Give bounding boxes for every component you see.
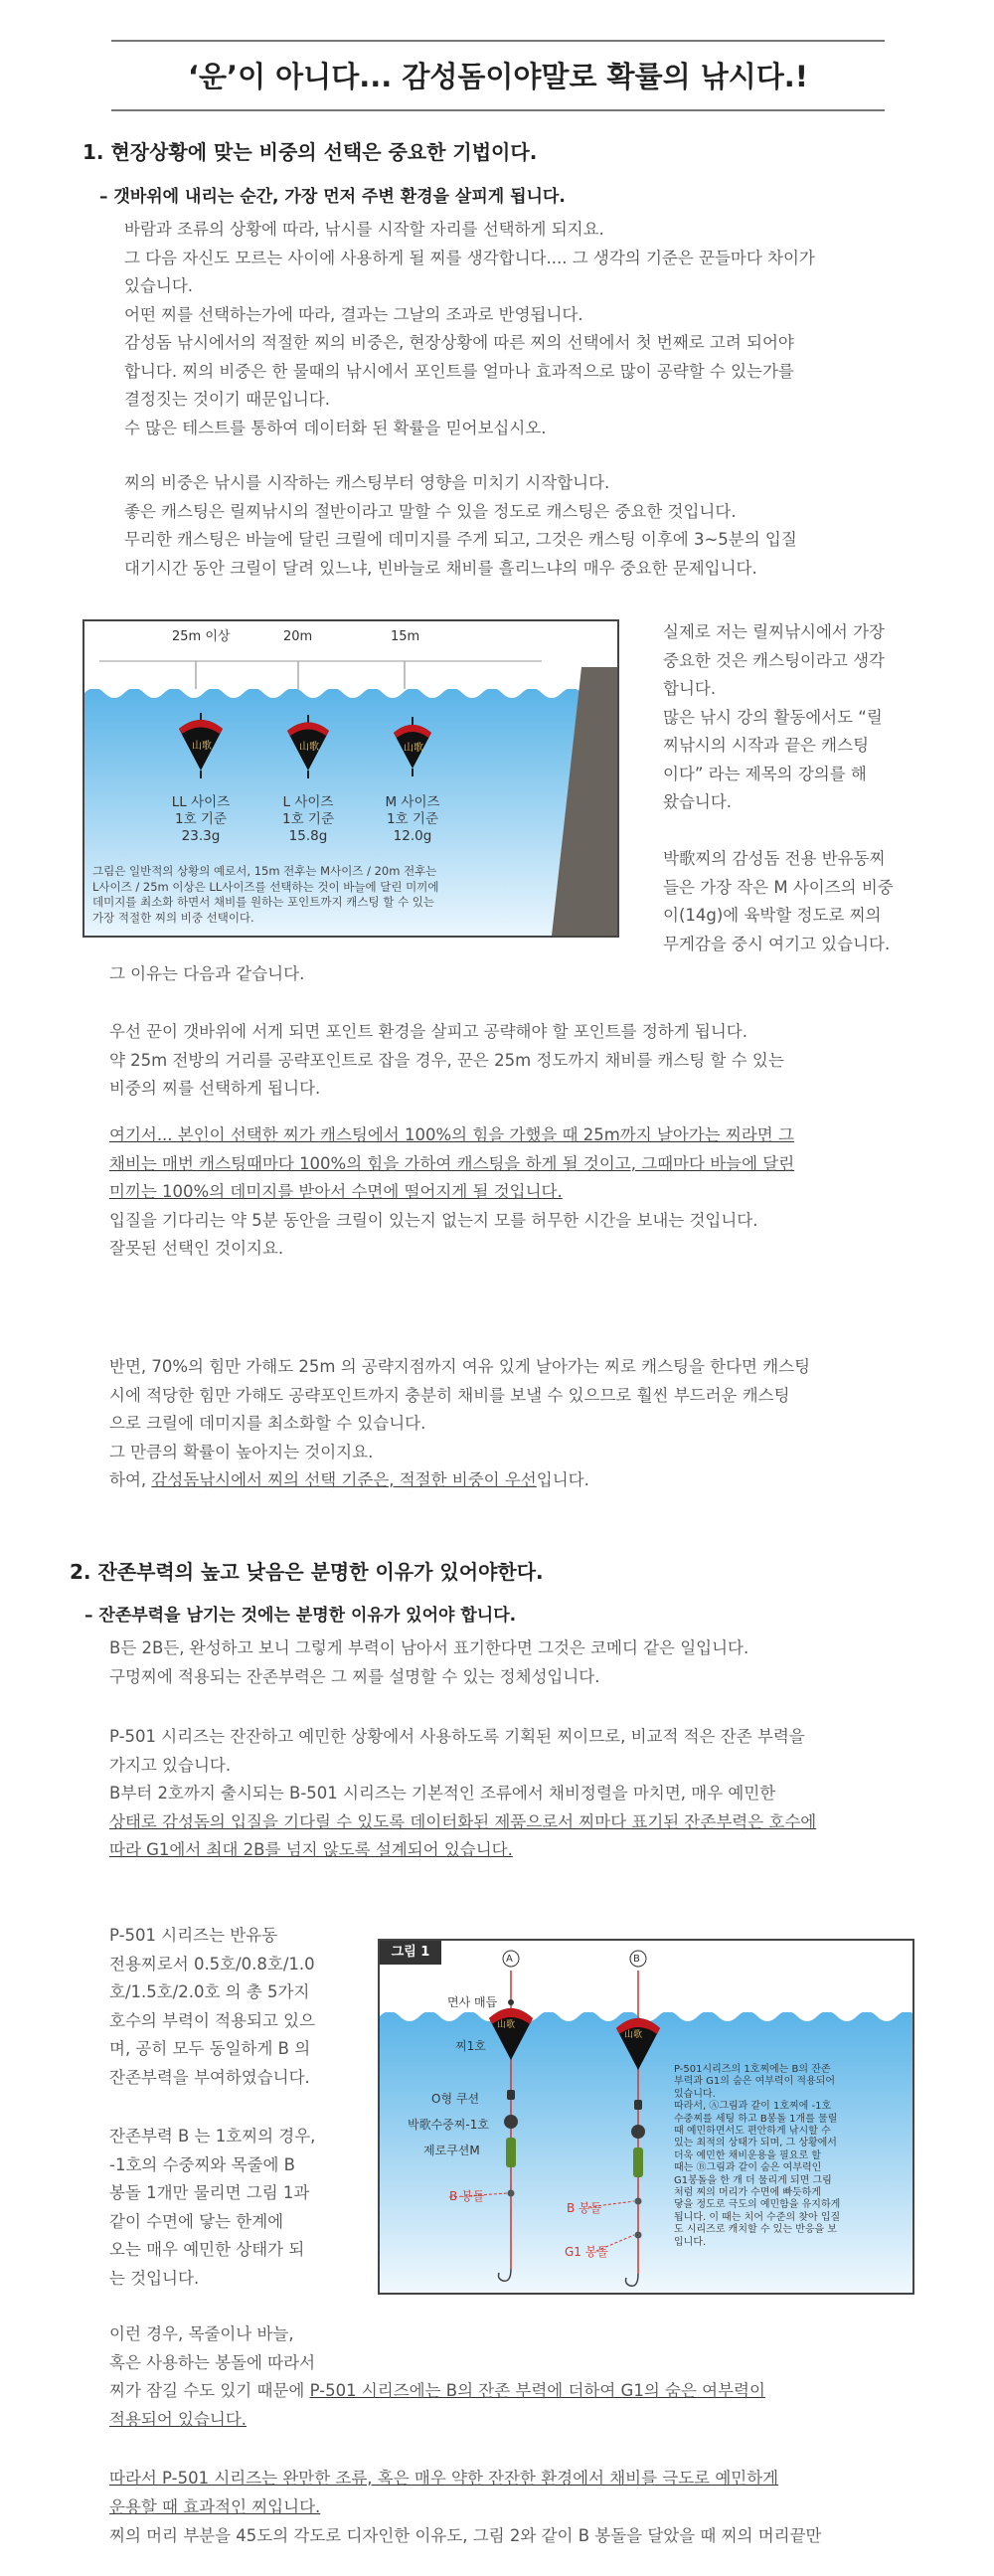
section2-heading: 2. 잔존부력의 높고 낮음은 분명한 이유가 있어야한다.: [70, 1560, 544, 1584]
figure2-title: 그림 1: [380, 1941, 441, 1965]
float-l-label: L 사이즈 1호 기준 15.8g: [281, 794, 334, 844]
section2-side-text2: 잔존부력 B 는 1호찌의 경우, -1호의 수중찌와 목줄에 B 봉돌 1개만 물리면 그림 1과 같이 수면에 닿는 한계에 오는 매우 예민한 상태가 되 는 것입니다.: [109, 2127, 316, 2288]
label-o-cushion: O형 쿠션: [431, 2092, 480, 2106]
label-b-sinker-a: B 봉돌: [449, 2189, 485, 2203]
section2-para5: 찌의 머리 부분을 45도의 각도로 디자인한 이유도, 그림 2와 같이 B 봉돌을 달았을 때 찌의 머리끝만: [109, 2526, 822, 2545]
float-m-label: M 사이즈 1호 기준 12.0g: [385, 794, 440, 844]
section2-side-text1: P-501 시리즈는 반유동 전용찌로서 0.5호/0.8호/1.0 호/1.5호/2.0호 의 총 5가지 호수의 부력이 적용되고 있으 며, 공히 모두 동일하게 B 의 잔존부력을 부여하였습니다.: [109, 1926, 316, 2087]
distance-25m: 25m 이상: [172, 629, 231, 644]
section1-side-text: 실제로 저는 릴찌낚시에서 가장 중요한 것은 캐스팅이라고 생각 합니다. 많은 낚시 강의 활동에서도 “릴 찌낚시의 시작과 끝은 캐스팅 이다” 라는 제목의 강의를 해 왔습니다. 박歌찌의 감성돔 전용 반유동찌 들은 가장 작은 M 사이즈의 비중 이(14g)에 육박할 정도로 찌의 무게감을 중시 여기고 있습니다.: [663, 622, 894, 953]
distance-20m: 20m: [283, 629, 313, 644]
label-g1-sinker: G1 봉돌: [565, 2245, 608, 2259]
section1-subheading: – 갯바위에 내리는 순간, 가장 먼저 주변 환경을 살피게 됩니다.: [99, 187, 566, 207]
label-line-knot: 면사 매듭: [447, 1995, 498, 2009]
page-title: ‘운’이 아니다... 감성돔이야말로 확률의 낚시다.!: [188, 60, 808, 93]
float-m-logo: 山歌: [404, 743, 423, 754]
figure2-description: P-501시리즈의 1호찌에는 B의 잔존 부력과 G1의 숨은 여부력이 적용되어 있습니다. 따라서, Ⓐ그림과 같이 1호찌에 -1호 수중찌를 세팅 하고 B봉돌 1개를 물릴 때 예민하면서도 편안하게 낚시할 수 있는 최적의 상태가 되며, 그 상황에서 더욱 예민한 채비운용을 필요로 할 때는 Ⓑ그림과 같이 숨은 여부력인 G1봉돌을 한 개 더 물리게 되면 그림 처럼 찌의 머리가 수면에 빠듯하게 닿을 정도로 극도의 예민함을 유지하게 됩니다. 이 때는 치어 수준의 찾아 입질 도 시리즈로 캐치할 수 있는 반응을 보 입니다.: [674, 2064, 841, 2248]
section2-para2: P-501 시리즈는 잔잔하고 예민한 상황에서 사용하도록 기획된 찌이므로, 비교적 적은 잔존 부력을 가지고 있습니다. B부터 2호까지 출시되는 B-501 시리즈는 기본적인 조류에서 채비정렬을 마치면, 매우 예민한 상태로 감성돔의 입질을 기다릴 수 있도록 데이터화된 제품으로서 찌마다 표기된 잔존부력은 호수에 따라 G1에서 최대 2B를 넘지 않도록 설계되어 있습니다.: [109, 1727, 817, 1859]
residual-buoyancy-figure: [378, 1939, 914, 2295]
title-rule-top: [111, 40, 885, 42]
section2-para3: 찌가 잠길 수도 있기 때문에 P-501 시리즈에는 B의 잔존 부력에 더하여 G1의 숨은 여부력이 적용되어 있습니다.: [109, 2381, 765, 2429]
float-ll-label: LL 사이즈 1호 기준 23.3g: [171, 794, 231, 844]
section2-para1: B든 2B든, 완성하고 보니 그렇게 부력이 남아서 표기한다면 그것은 코메디 같은 일입니다. 구멍찌에 적용되는 잔존부력은 그 찌를 설명할 수 있는 정체성입니다.: [109, 1638, 749, 1686]
float-l-logo: 山歌: [299, 742, 319, 753]
figure2-float-a-logo: 山歌: [497, 2020, 516, 2030]
section1-para4: 우선 꾼이 갯바위에 서게 되면 포인트 환경을 살피고 공략해야 할 포인트를 정하게 됩니다. 약 25m 전방의 거리를 공략포인트로 잡을 경우, 꾼은 25m 정도까지 채비를 캐스팅 할 수 있는 비중의 찌를 선택하게 됩니다.: [109, 1022, 784, 1098]
section1-para1: 바람과 조류의 상황에 따라, 낚시를 시작할 자리를 선택하게 되지요. 그 다음 자신도 모르는 사이에 사용하게 될 찌를 생각합니다.... 그 생각의 기준은 꾼들마다 차이가 있습니다. 어떤 찌를 선택하는가에 따라, 결과는 그날의 조과로 반영됩니다. 감성돔 낚시에서의 적절한 찌의 비중은, 현장상황에 따른 찌의 선택에서 첫 번째로 고려 되어야 합니다. 찌의 비중은 한 물때의 낚시에서 포인트를 얼마나 효과적으로 많이 공략할 수 있는가를 결정짓는 것이기 때문입니다. 수 많은 테스트를 통하여 데이터화 된 확률을 믿어보십시오.: [124, 220, 815, 437]
section1-para3: 그 이유는 다음과 같습니다.: [109, 964, 305, 983]
section1-heading: 1. 현장상황에 맞는 비중의 선택은 중요한 기법이다.: [83, 140, 538, 164]
section2-para4: 따라서 P-501 시리즈는 완만한 조류, 혹은 매우 약한 잔잔한 환경에서 채비를 극도로 예민하게 운용할 때 효과적인 찌입니다.: [109, 2469, 779, 2516]
section1-para5: 여기서... 본인이 선택한 찌가 캐스팅에서 100%의 힘을 가했을 때 25m까지 날아가는 찌라면 그 채비는 매번 캐스팅때마다 100%의 힘을 가하여 캐스팅을 하게 될 것이고, 그때마다 바늘에 달린 미끼는 100%의 데미지를 받아서 수면에 떨어지게 될 것입니다. 입질을 기다리는 약 5분 동안을 크릴이 있는지 없는지 모를 허무한 시간을 보내는 것입니다. 잘못된 선택인 것이지요.: [109, 1125, 795, 1258]
label-b-sinker-b: B 봉돌: [567, 2201, 602, 2215]
figure2-mark-b: B: [633, 1954, 640, 1965]
distance-15m: 15m: [391, 629, 420, 644]
label-float-1: 찌1호: [455, 2039, 486, 2053]
figure2-float-b-logo: 山歌: [624, 2030, 643, 2040]
float-size-figure: [83, 619, 619, 938]
label-zero-cushion: 제로쿠션M: [423, 2144, 480, 2157]
section1-para6: 반면, 70%의 힘만 가해도 25m 의 공략지점까지 여유 있게 날아가는 찌로 캐스팅을 한다면 캐스팅 시에 적당한 힘만 가해도 공략포인트까지 충분히 채비를 보낼 수 있으므로 훨씬 부드러운 캐스팅 으로 크릴에 데미지를 최소화할 수 있습니다. 그 만큼의 확률이 높아지는 것이지요. 하여, 감성돔낚시에서 찌의 선택 기준은, 적절한 비중이 우선입니다.: [109, 1357, 811, 1489]
section2-subheading: – 잔존부력을 남기는 것에는 분명한 이유가 있어야 합니다.: [84, 1606, 517, 1626]
float-ll-logo: 山歌: [192, 741, 212, 752]
title-rule-bottom: [111, 109, 885, 111]
figure1-caption: 그림은 일반적의 상황의 예로서, 15m 전후는 M사이즈 / 20m 전후는 L사이즈 / 25m 이상은 LL사이즈를 선택하는 것이 바늘에 달린 미끼에 데미지를 최소화 하면서 채비를 원하는 포인트까지 캐스팅 할 수 있는 가장 적절한 찌의 비중 선택이다.: [92, 864, 439, 925]
section1-para2: 찌의 비중은 낚시를 시작하는 캐스팅부터 영향을 미치기 시작합니다. 좋은 캐스팅은 릴찌낚시의 절반이라고 말할 수 있을 정도로 캐스팅은 중요한 것입니다. 무리한 캐스팅은 바늘에 달린 크릴에 데미지를 주게 되고, 그것은 캐스팅 이후에 3~5분의 입질 대기시간 동안 크릴이 달려 있느냐, 빈바늘로 채비를 흘리느냐의 매우 중요한 문제입니다.: [124, 473, 797, 578]
label-underwater-float: 박歌수중찌-1호: [408, 2118, 489, 2132]
figure2-mark-a: A: [506, 1954, 513, 1965]
section2-side-text3: 이런 경우, 목줄이나 바늘, 혹은 사용하는 봉돌에 따라서: [109, 2324, 316, 2372]
